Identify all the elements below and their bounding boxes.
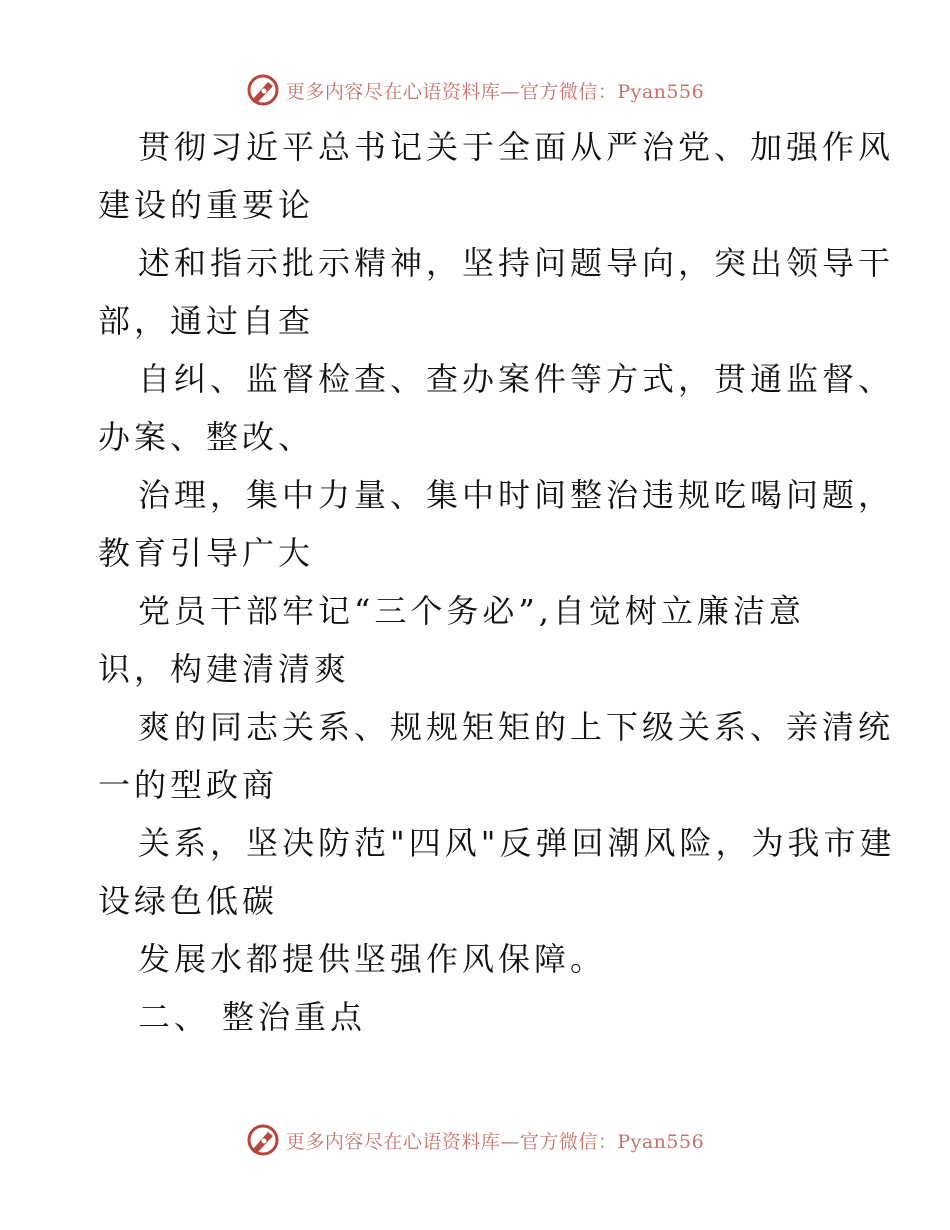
footer-banner — [0, 1120, 950, 1160]
section-heading — [98, 988, 858, 1046]
body-line: 贯彻习近平总书记关于全面从严治党、加强作风 — [138, 128, 895, 166]
footer-banner-text: 更多内容尽在心语资料库—官方微信：Pyan556 — [285, 1130, 705, 1153]
body-line: 党员干部牢记“三个务必”,自觉树立廉洁意 — [138, 592, 805, 630]
body-line: 建设的重要论 — [98, 186, 315, 224]
body-line: 识，构建清清爽 — [98, 650, 351, 688]
body-line: 爽的同志关系、规规矩矩的上下级关系、亲清统 — [138, 708, 895, 746]
body-line: 教育引导广大 — [98, 534, 315, 572]
body-line: 述和指示批示精神，坚持问题导向，突出领导干 — [138, 244, 895, 282]
header-banner-text: 更多内容尽在心语资料库—官方微信：Pyan556 — [285, 80, 705, 103]
body-line: 设绿色低碳 — [98, 882, 279, 920]
body-line: 自纠、监督检查、查办案件等方式，贯通监督、 — [138, 360, 895, 398]
section-number: 二、 — [138, 998, 211, 1036]
body-line: 治理，集中力量、集中时间整治违规吃喝问题， — [138, 476, 895, 514]
body-line: 办案、整改、 — [98, 418, 315, 456]
body-line: 发展水都提供坚强作风保障。 — [138, 940, 607, 978]
pen-nib-logo-icon — [246, 73, 280, 107]
document-body — [98, 118, 896, 1046]
body-line: 关系，坚决防范"四风"反弹回潮风险，为我市建 — [138, 824, 896, 862]
header-banner — [0, 70, 950, 110]
body-line: 一的型政商 — [98, 766, 279, 804]
pen-nib-logo-icon — [246, 1123, 280, 1157]
section-title: 整治重点 — [222, 998, 367, 1036]
body-line: 部，通过自查 — [98, 302, 315, 340]
